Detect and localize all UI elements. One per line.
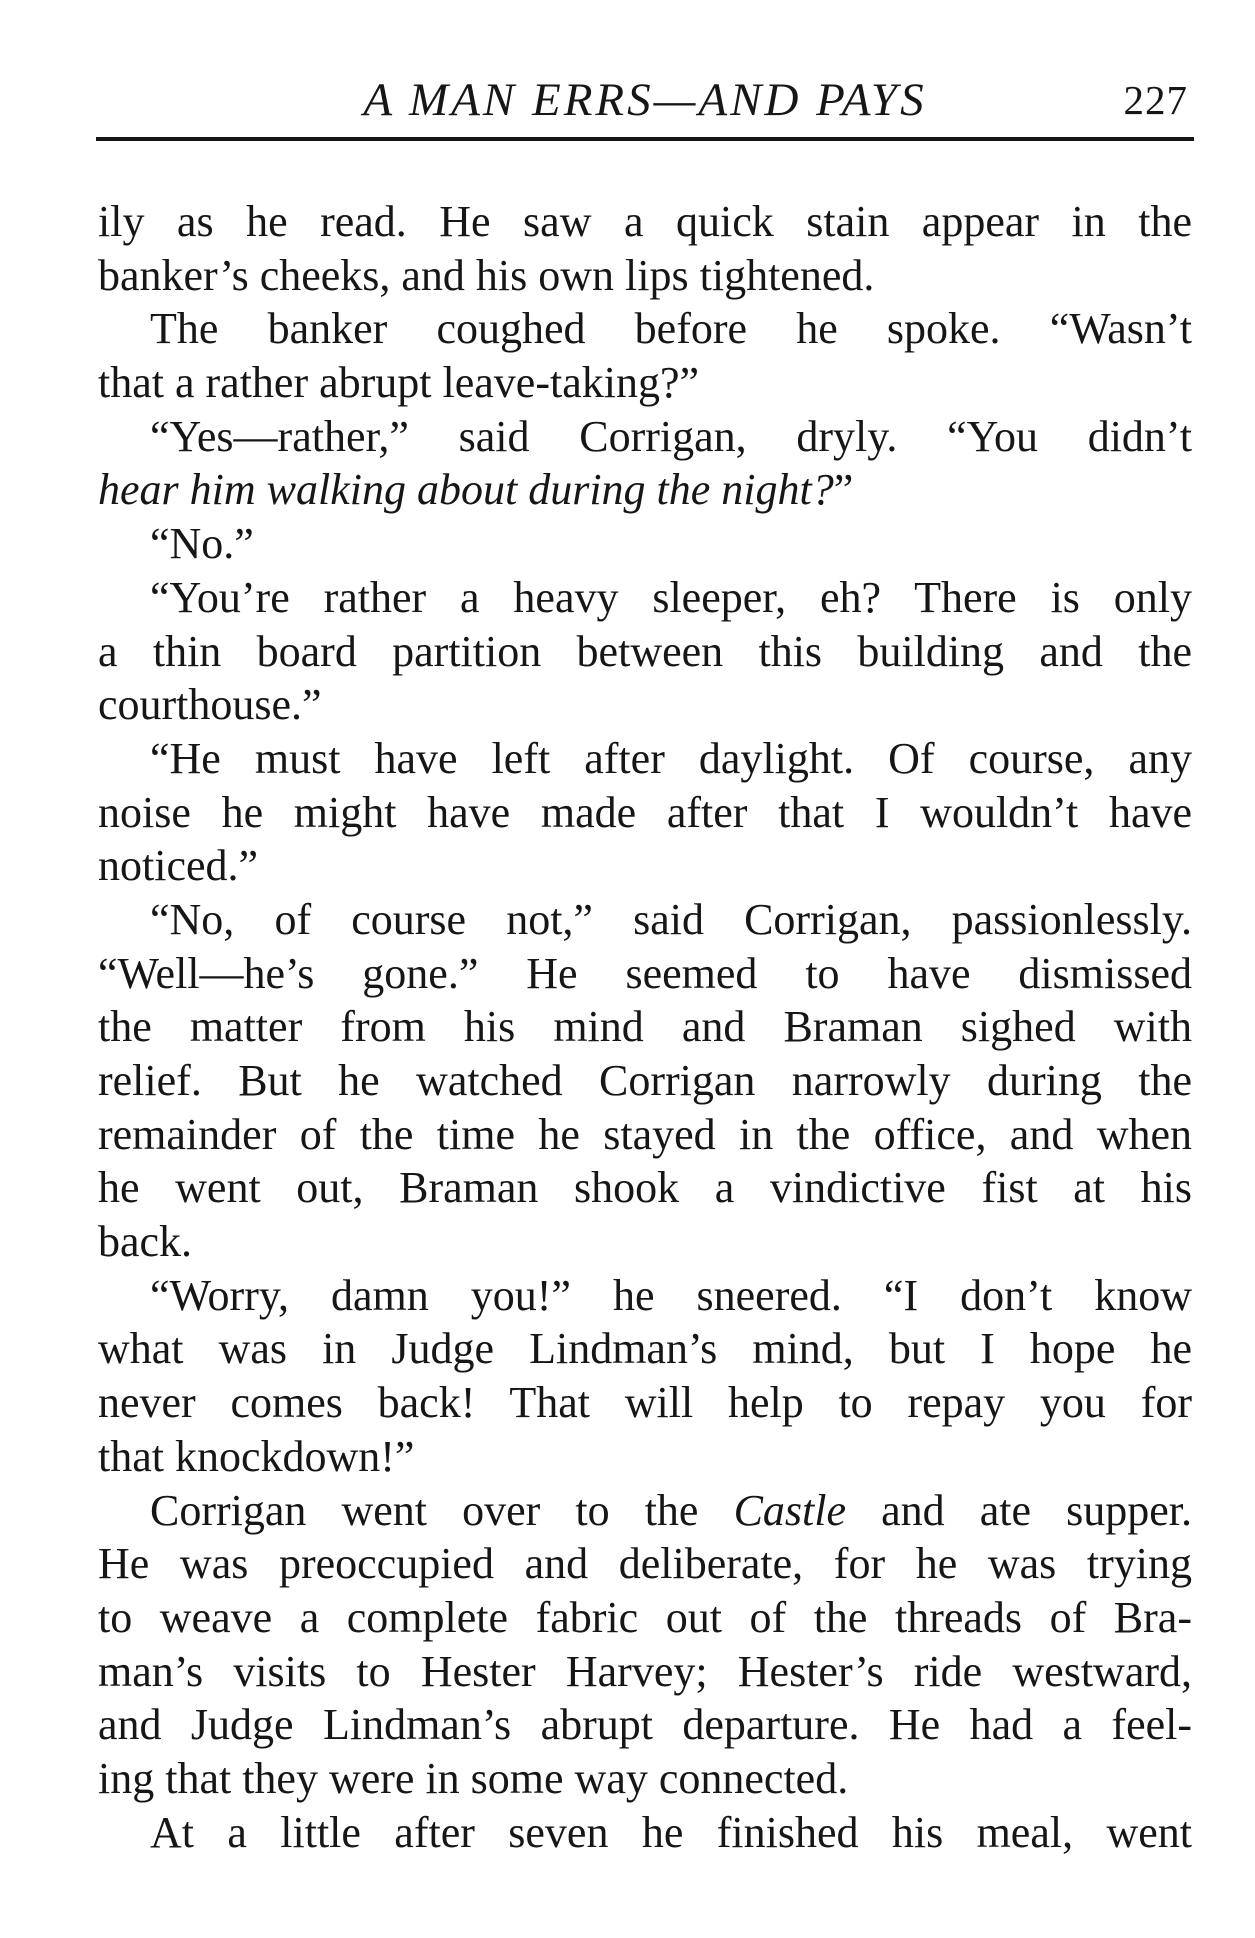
text-segment: he went out, Braman shook a vindictive fist at his [98,1163,1192,1213]
text-segment: “No.” [150,519,254,569]
text-segment: noise he might have made after that I wouldn’t have [98,787,1192,837]
text-segment: remainder of the time he stayed in the office, and when [98,1109,1192,1159]
text-line [98,1698,1192,1752]
text-segment: “Yes—rather,” said Corrigan, dryly. “You didn’t [150,411,1192,461]
text-line [98,1054,1192,1108]
text-line [98,195,1192,249]
text-line [98,1108,1192,1162]
text-segment: what was in Judge Lindman’s mind, but I hope he [98,1324,1192,1374]
text-segment: ing that they were in some way connected. [98,1753,849,1803]
text-segment: to weave a complete fabric out of the threads of Bra- [98,1592,1192,1642]
text-line [98,1322,1192,1376]
text-segment: the matter from his mind and Braman sighed with [98,1002,1192,1052]
text-segment: “You’re rather a heavy sleeper, eh? There is only [150,572,1192,622]
text-segment: back. [98,1217,193,1267]
text-line [98,947,1192,1001]
text-line [98,356,1192,410]
text-line [98,1269,1192,1323]
text-line [98,463,1192,517]
text-line [98,249,1192,303]
text-line [98,678,1192,732]
text-line [98,1000,1192,1054]
text-segment: At a little after seven he finished his meal, went [150,1807,1192,1857]
text-segment: banker’s cheeks, and his own lips tightened. [98,250,875,300]
text-segment: that knockdown!” [98,1431,415,1481]
text-line [98,893,1192,947]
page-number: 227 [1123,77,1188,123]
body-text [98,195,1192,1859]
text-line [98,1376,1192,1430]
text-segment: and ate supper. [846,1485,1192,1535]
text-segment: a thin board partition between this building and the [98,626,1192,676]
text-line [98,410,1192,464]
text-segment: Corrigan went over to the [150,1485,734,1535]
text-line [98,1806,1192,1860]
text-line [98,732,1192,786]
text-segment: that a rather abrupt leave-taking?” [98,358,700,408]
text-line [98,571,1192,625]
text-segment: ” [833,465,854,515]
text-line [98,517,1192,571]
text-line [98,302,1192,356]
text-segment: man’s visits to Hester Harvey; Hester’s ride westward, [98,1646,1192,1696]
text-line [98,625,1192,679]
text-line [98,839,1192,893]
text-line [98,1752,1192,1806]
text-line [98,786,1192,840]
running-title: A MAN ERRS—AND PAYS [363,74,927,126]
text-segment: “Well—he’s gone.” He seemed to have dismissed [98,948,1192,998]
text-segment: He was preoccupied and deliberate, for he was trying [98,1539,1192,1589]
text-segment: “Worry, damn you!” he sneered. “I don’t know [150,1270,1192,1320]
text-segment: ily as he read. He saw a quick stain appear in the [98,197,1192,246]
text-line [98,1430,1192,1484]
text-segment: “He must have left after daylight. Of course, any [150,733,1192,783]
text-line [98,1645,1192,1699]
text-line [98,1161,1192,1215]
italic-text: hear him walking about during the night? [98,465,834,515]
header-rule [96,137,1194,141]
text-segment: courthouse.” [98,680,322,730]
text-line [98,1215,1192,1269]
page-header [98,62,1192,130]
text-segment: The banker coughed before he spoke. “Wasn’t [150,304,1192,354]
text-segment: never comes back! That will help to repay you for [98,1378,1192,1428]
text-line [98,1537,1192,1591]
text-line [98,1484,1192,1538]
text-segment: and Judge Lindman’s abrupt departure. He had a feel- [98,1700,1192,1750]
text-segment: relief. But he watched Corrigan narrowly during the [98,1056,1192,1105]
italic-text: Castle [733,1485,847,1535]
text-segment: noticed.” [98,841,259,891]
text-segment: “No, of course not,” said Corrigan, passionlessly. [150,894,1192,944]
text-line [98,1591,1192,1645]
